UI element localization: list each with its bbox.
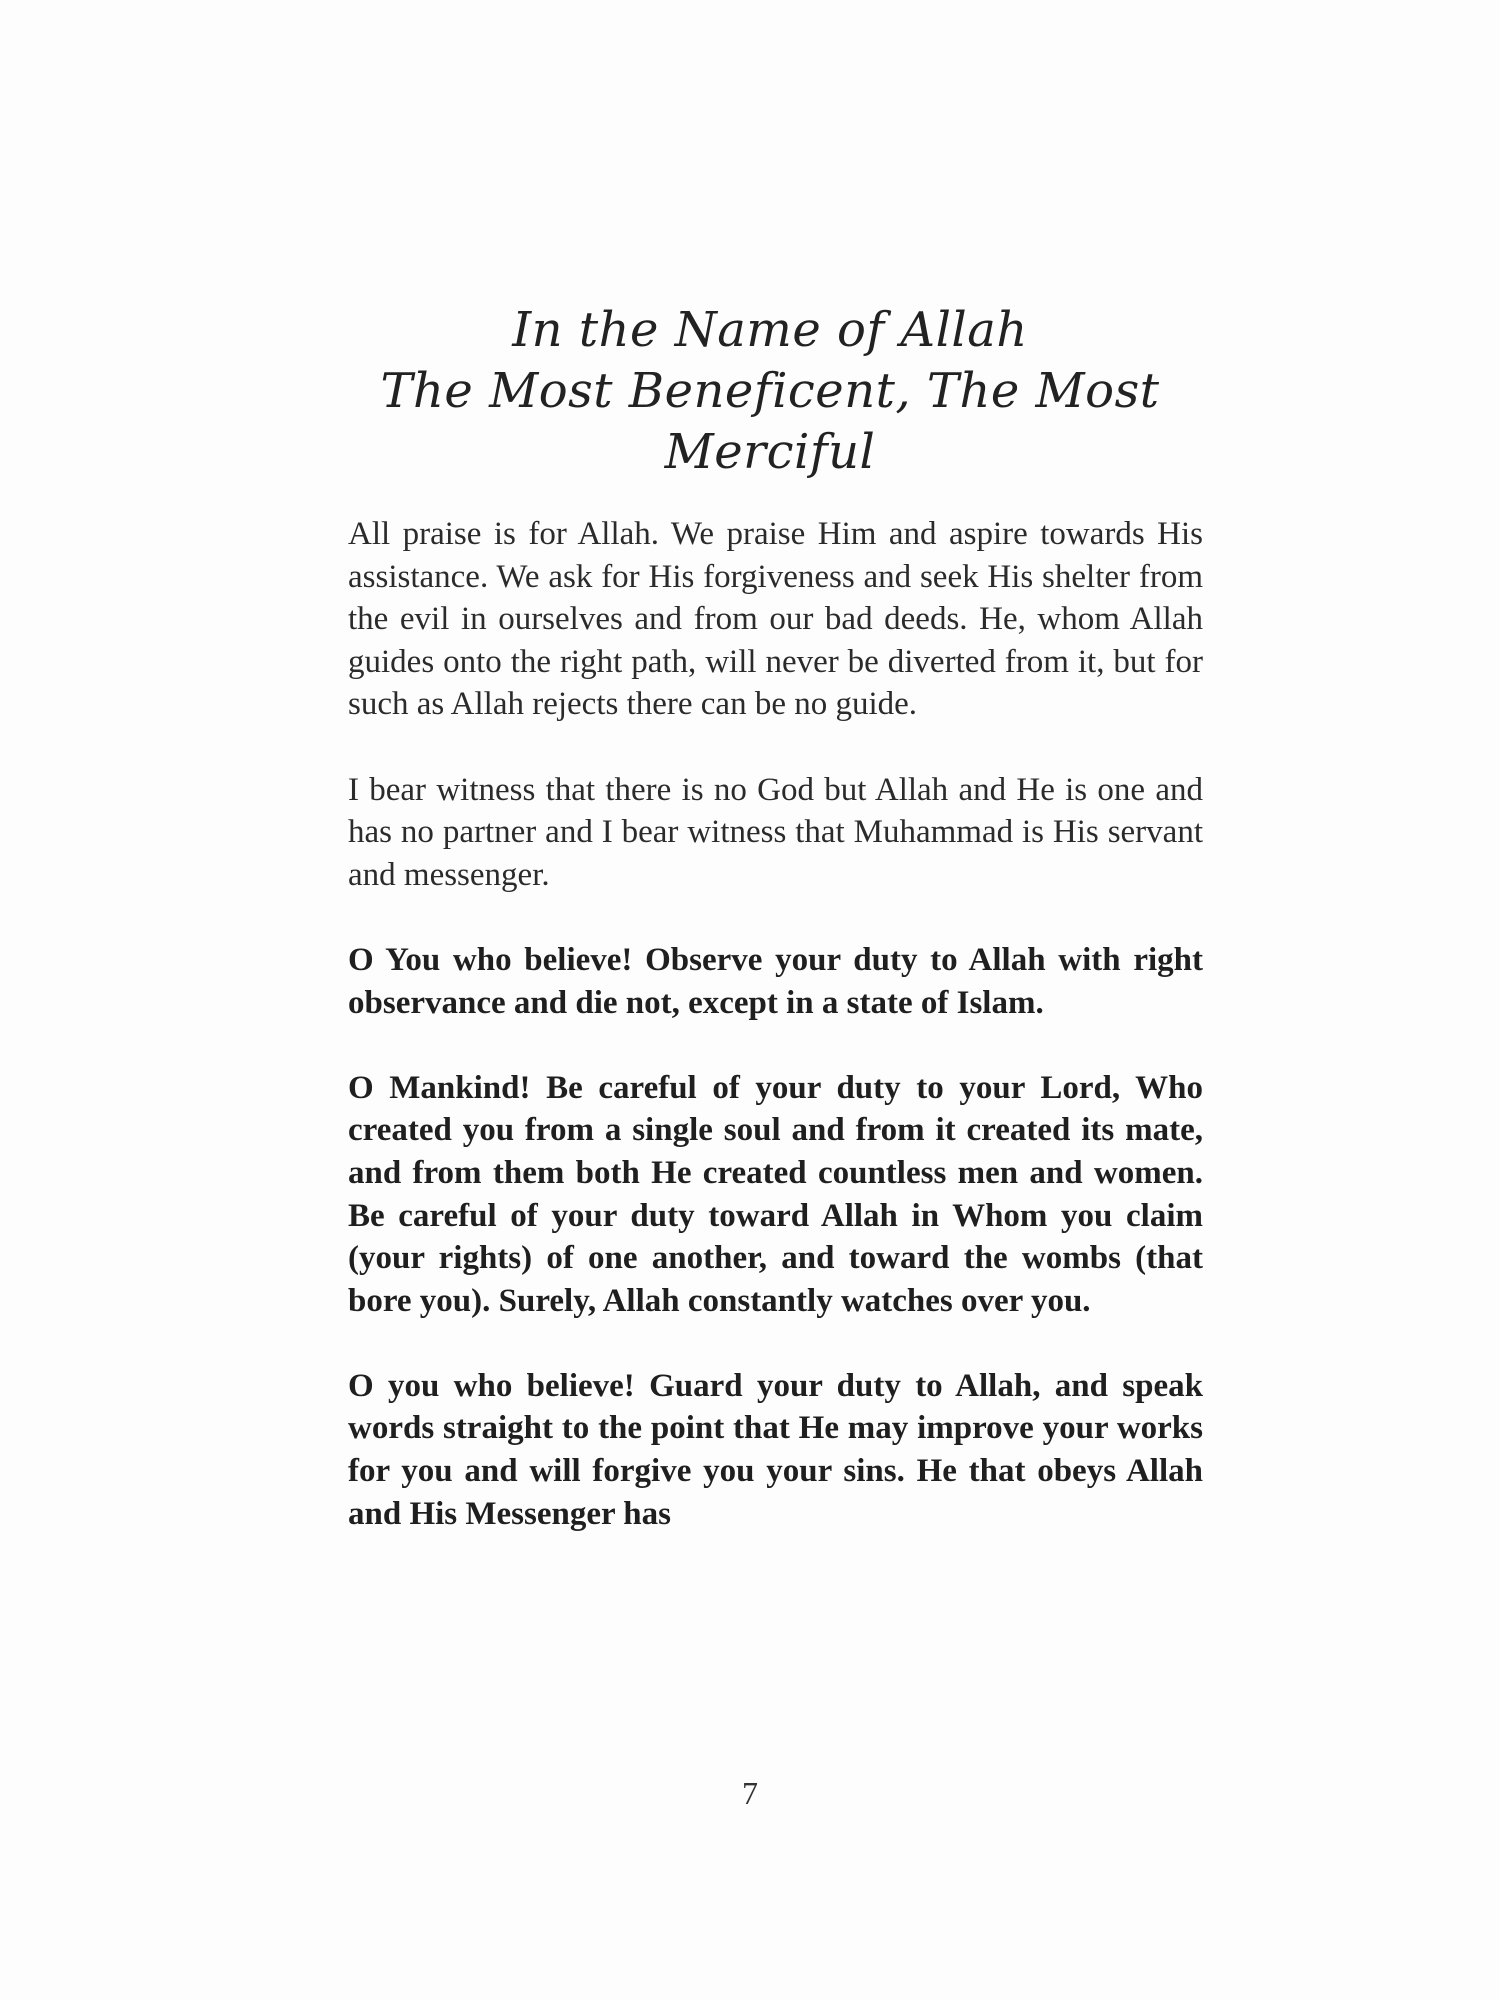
heading-line-3: Merciful <box>664 424 876 480</box>
heading-line-1: In the Name of Allah <box>512 302 1028 358</box>
paragraph-verse-3: O you who believe! Guard your duty to Allah, and speak words straight to the point that He may improve your works for you and will forgive you your sins. He that obeys Allah and His Messenger has <box>348 1367 1203 1532</box>
heading-line-2: The Most Beneficent, The Most <box>380 363 1160 419</box>
body-text <box>348 513 1203 1578</box>
paragraph-verse-2: O Mankind! Be careful of your duty to your Lord, Who created you from a single soul and from it created its mate, and from them both He created countless men and women. Be careful of your duty toward Allah in Whom you claim (your rights) of one another, and toward the wombs (that bore you). Surely, Allah constantly watches over you. <box>348 1069 1203 1319</box>
paragraph-praise: All praise is for Allah. We praise Him and aspire towards His assistance. We ask for His forgiveness and seek His shelter from the evil in ourselves and from our bad deeds. He, whom Allah guides onto the right path, will never be diverted from it, but for such as Allah rejects there can be no guide. <box>348 516 1203 723</box>
paragraph-verse-1: O You who believe! Observe your duty to Allah with right observance and die not, except in a state of Islam. <box>348 941 1203 1021</box>
page-heading <box>340 300 1200 483</box>
paragraph-witness: I bear witness that there is no God but Allah and He is one and has no partner and I bear witness that Muhammad is His servant and messenger. <box>348 771 1203 893</box>
page-number: 7 <box>742 1775 758 1811</box>
